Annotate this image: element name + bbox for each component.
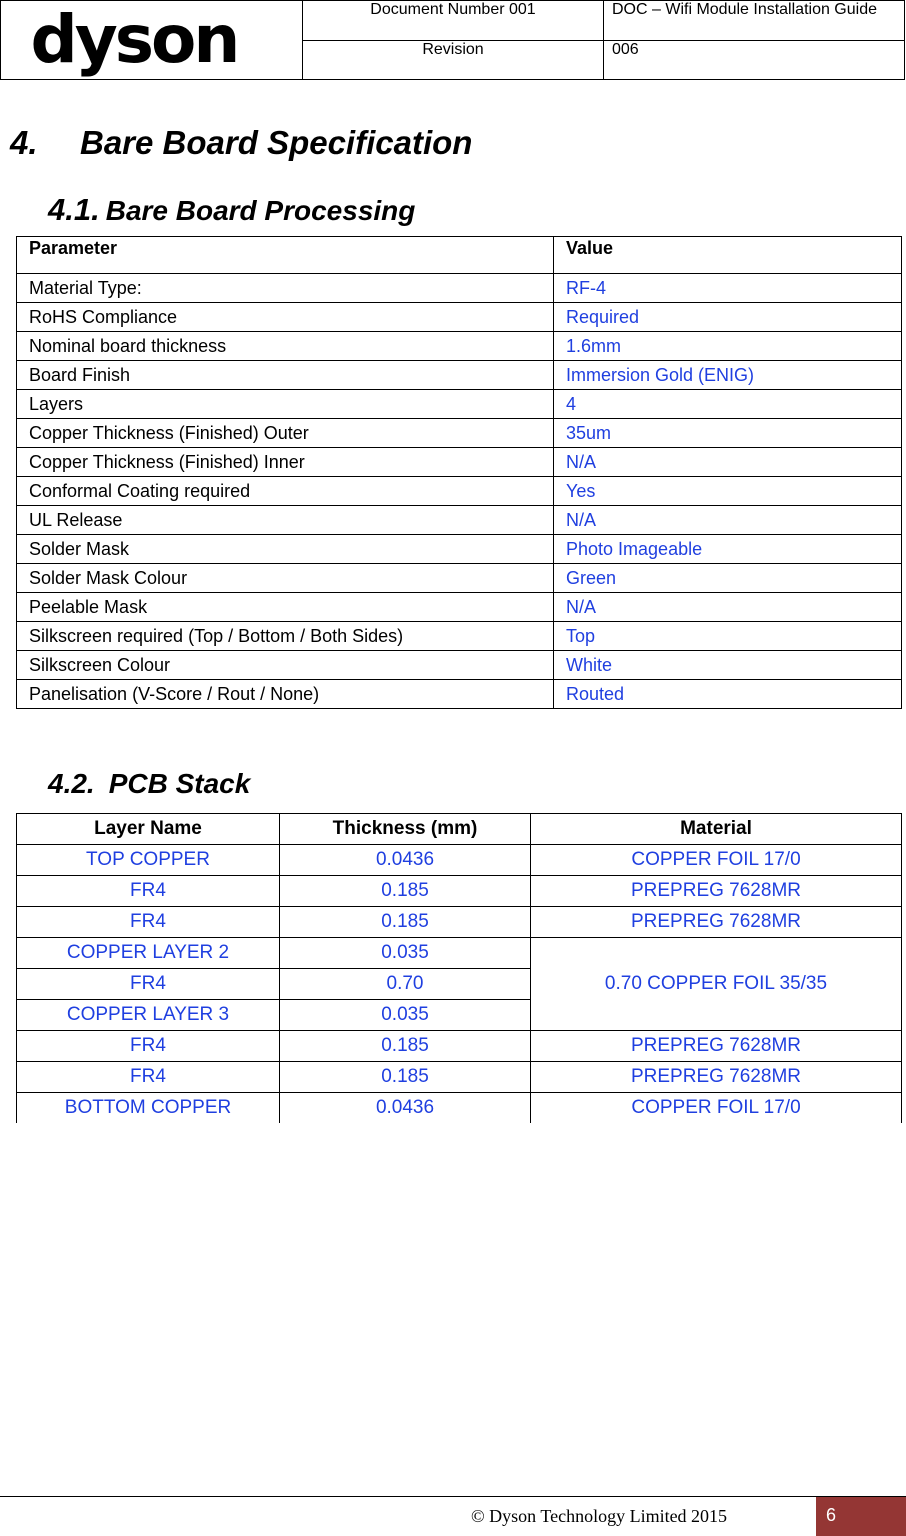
material-cell: COPPER FOIL 17/0 bbox=[531, 1093, 902, 1124]
value-cell: Immersion Gold (ENIG) bbox=[554, 361, 902, 390]
thickness-cell: 0.185 bbox=[280, 876, 531, 907]
table-row bbox=[17, 506, 902, 535]
value-cell: Routed bbox=[554, 680, 902, 709]
table-row bbox=[17, 680, 902, 709]
table-row bbox=[17, 332, 902, 361]
column-header-parameter: Parameter bbox=[17, 237, 554, 274]
thickness-cell: 0.185 bbox=[280, 1031, 531, 1062]
section-number: 4. bbox=[10, 124, 38, 161]
thickness-cell: 0.035 bbox=[280, 1000, 531, 1031]
thickness-cell: 0.0436 bbox=[280, 1093, 531, 1124]
layer-name-cell: FR4 bbox=[17, 876, 280, 907]
subsection-number: 4.1. bbox=[48, 192, 100, 227]
section-title: Bare Board Specification bbox=[80, 124, 473, 161]
copyright-notice: © Dyson Technology Limited 2015 bbox=[471, 1506, 728, 1526]
value-cell: 4 bbox=[554, 390, 902, 419]
thickness-cell: 0.0436 bbox=[280, 845, 531, 876]
doc-number: Document Number 001 bbox=[303, 1, 604, 41]
table-row bbox=[17, 477, 902, 506]
table-row bbox=[17, 651, 902, 680]
parameter-cell: Board Finish bbox=[17, 361, 554, 390]
layer-name-cell: COPPER LAYER 3 bbox=[17, 1000, 280, 1031]
value-cell: N/A bbox=[554, 593, 902, 622]
parameter-cell: Copper Thickness (Finished) Inner bbox=[17, 448, 554, 477]
material-cell: PREPREG 7628MR bbox=[531, 876, 902, 907]
table-row bbox=[17, 593, 902, 622]
material-cell: PREPREG 7628MR bbox=[531, 1062, 902, 1093]
table-row bbox=[17, 274, 902, 303]
subsection-title: Bare Board Processing bbox=[105, 195, 416, 226]
layer-name-cell: BOTTOM COPPER bbox=[17, 1093, 280, 1124]
value-cell: White bbox=[554, 651, 902, 680]
value-cell: RF-4 bbox=[554, 274, 902, 303]
parameter-cell: Solder Mask bbox=[17, 535, 554, 564]
table-row bbox=[17, 622, 902, 651]
revision-label: Revision bbox=[303, 40, 604, 80]
bare-board-spec-table bbox=[16, 236, 902, 709]
table-row bbox=[17, 535, 902, 564]
table-row bbox=[17, 938, 902, 969]
thickness-cell: 0.185 bbox=[280, 1062, 531, 1093]
pcb-stack-table bbox=[16, 813, 902, 1123]
subsection-heading-processing bbox=[48, 192, 415, 228]
parameter-cell: Solder Mask Colour bbox=[17, 564, 554, 593]
layer-name-cell: FR4 bbox=[17, 1062, 280, 1093]
parameter-cell: UL Release bbox=[17, 506, 554, 535]
value-cell: N/A bbox=[554, 448, 902, 477]
table-row bbox=[17, 876, 902, 907]
material-cell: COPPER FOIL 17/0 bbox=[531, 845, 902, 876]
value-cell: Top bbox=[554, 622, 902, 651]
footer-divider bbox=[0, 1496, 906, 1497]
material-cell: PREPREG 7628MR bbox=[531, 1031, 902, 1062]
page-number: 6 bbox=[816, 1497, 906, 1536]
table-row bbox=[17, 1062, 902, 1093]
value-cell: 1.6mm bbox=[554, 332, 902, 361]
revision-value: 006 bbox=[604, 40, 905, 80]
table-header-row bbox=[17, 814, 902, 845]
thickness-cell: 0.185 bbox=[280, 907, 531, 938]
value-cell: Photo Imageable bbox=[554, 535, 902, 564]
column-header-value: Value bbox=[554, 237, 902, 274]
doc-title: DOC – Wifi Module Installation Guide bbox=[604, 1, 905, 41]
parameter-cell: Conformal Coating required bbox=[17, 477, 554, 506]
parameter-cell: Peelable Mask bbox=[17, 593, 554, 622]
layer-name-cell: FR4 bbox=[17, 1031, 280, 1062]
material-cell: 0.70 COPPER FOIL 35/35 bbox=[531, 938, 902, 1031]
table-row bbox=[17, 1093, 902, 1124]
value-cell: Yes bbox=[554, 477, 902, 506]
table-row bbox=[17, 564, 902, 593]
layer-name-cell: FR4 bbox=[17, 969, 280, 1000]
value-cell: 35um bbox=[554, 419, 902, 448]
value-cell: Required bbox=[554, 303, 902, 332]
parameter-cell: Material Type: bbox=[17, 274, 554, 303]
parameter-cell: Copper Thickness (Finished) Outer bbox=[17, 419, 554, 448]
section-heading bbox=[10, 124, 472, 162]
parameter-cell: Nominal board thickness bbox=[17, 332, 554, 361]
table-row bbox=[17, 448, 902, 477]
parameter-cell: Panelisation (V-Score / Rout / None) bbox=[17, 680, 554, 709]
column-header-material: Material bbox=[531, 814, 902, 845]
value-cell: N/A bbox=[554, 506, 902, 535]
subsection-heading-stack bbox=[48, 768, 250, 800]
column-header-layer-name: Layer Name bbox=[17, 814, 280, 845]
document-header bbox=[0, 0, 905, 80]
value-cell: Green bbox=[554, 564, 902, 593]
column-header-thickness: Thickness (mm) bbox=[280, 814, 531, 845]
layer-name-cell: COPPER LAYER 2 bbox=[17, 938, 280, 969]
thickness-cell: 0.035 bbox=[280, 938, 531, 969]
parameter-cell: Silkscreen required (Top / Bottom / Both Sides) bbox=[17, 622, 554, 651]
table-row bbox=[17, 419, 902, 448]
parameter-cell: RoHS Compliance bbox=[17, 303, 554, 332]
table-row bbox=[17, 303, 902, 332]
material-cell: PREPREG 7628MR bbox=[531, 907, 902, 938]
layer-name-cell: TOP COPPER bbox=[17, 845, 280, 876]
dyson-logo: dyson bbox=[30, 0, 238, 78]
table-row bbox=[17, 907, 902, 938]
subsection-number: 4.2. bbox=[48, 768, 95, 799]
subsection-title: PCB Stack bbox=[108, 768, 251, 799]
logo-cell bbox=[1, 1, 303, 80]
table-header-row bbox=[17, 237, 902, 274]
layer-name-cell: FR4 bbox=[17, 907, 280, 938]
thickness-cell: 0.70 bbox=[280, 969, 531, 1000]
table-row bbox=[17, 845, 902, 876]
parameter-cell: Layers bbox=[17, 390, 554, 419]
table-row bbox=[17, 390, 902, 419]
parameter-cell: Silkscreen Colour bbox=[17, 651, 554, 680]
table-row bbox=[17, 1031, 902, 1062]
table-row bbox=[17, 361, 902, 390]
